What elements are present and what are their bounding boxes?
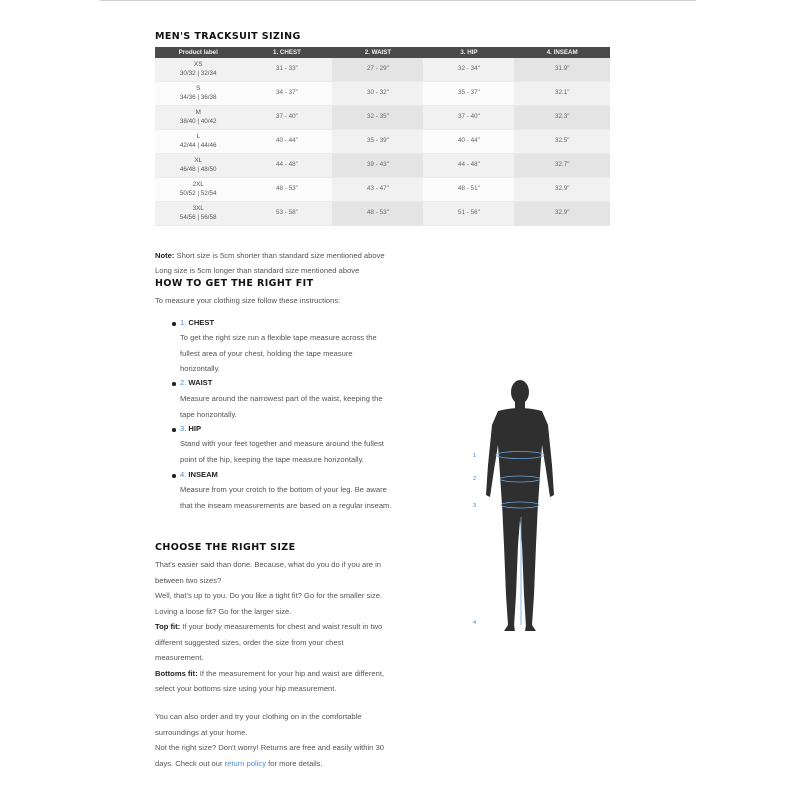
text-line (155, 666, 384, 682)
size-eu: 34/36 | 36/38 (179, 93, 217, 101)
instruction-name: CHEST (188, 318, 215, 327)
waist-cell: 27 - 29" (332, 58, 423, 82)
hip-cell: 32 - 34" (423, 58, 514, 82)
col-header: Product label (155, 47, 241, 58)
size-name: XS (194, 61, 203, 68)
waist-cell: 35 - 39" (332, 130, 423, 154)
inseam-cell: 31.9" (514, 58, 610, 82)
instruction-hip-text (180, 436, 384, 467)
text-span: for more details. (266, 758, 323, 768)
figure-label: 4 (473, 620, 477, 626)
bullet (172, 322, 176, 326)
chest-cell: 40 - 44" (241, 130, 332, 154)
note-line-2: Long size is 5cm longer than standard size mentioned above (155, 266, 360, 275)
inseam-cell: 32.9" (514, 202, 610, 226)
table-header-row (155, 47, 610, 58)
size-name: M (195, 109, 201, 116)
figure-label: 2 (473, 476, 477, 482)
waist-cell: 48 - 53" (332, 202, 423, 226)
size-name: 2XL (192, 181, 204, 188)
top-divider (100, 0, 696, 1)
size-eu: 42/44 | 44/46 (179, 141, 217, 149)
hip-cell: 51 - 56" (423, 202, 514, 226)
chest-cell: 34 - 37" (241, 82, 332, 106)
table-row (155, 154, 610, 178)
note-line-1 (155, 251, 385, 261)
instruction-chest-title (180, 318, 214, 327)
size-eu: 46/48 | 48/50 (179, 165, 217, 173)
waist-cell: 43 - 47" (332, 178, 423, 202)
text-line: that the inseam measurements are based on a regular inseam. (180, 500, 392, 510)
size-label-cell (155, 106, 241, 130)
table-row (155, 58, 610, 82)
sizing-title: MEN'S TRACKSUIT SIZING (155, 31, 301, 42)
text-line: horizontally. (180, 364, 220, 373)
table-row (155, 202, 610, 226)
instruction-hip-title (180, 424, 201, 433)
waist-cell: 30 - 32" (332, 82, 423, 106)
text-span: If your body measurements for chest and waist result in two (180, 622, 383, 631)
table-row (155, 82, 610, 106)
instruction-number: 3. (180, 424, 187, 433)
fit-intro: To measure your clothing size follow these instructions: (155, 296, 341, 305)
text-line: fullest area of your chest, holding the tape measure (180, 348, 353, 358)
size-table (155, 47, 610, 226)
note-text: Short size is 5cm shorter than standard size mentioned above (174, 251, 385, 260)
inseam-cell: 32.1" (514, 82, 610, 106)
text-line (155, 756, 384, 772)
chest-cell: 37 - 40" (241, 106, 332, 130)
size-label-cell (155, 130, 241, 154)
text-line: measurement. (155, 653, 204, 662)
text-line: between two sizes? (155, 575, 222, 585)
text-span: days. Check out our (155, 758, 225, 768)
text-line: tape horizontally. (180, 409, 237, 419)
text-line: Stand with your feet together and measure around the fullest (180, 439, 384, 448)
instruction-waist-title (180, 378, 212, 387)
instruction-name: HIP (188, 424, 202, 433)
text-line: surroundings at your home. (155, 727, 248, 737)
size-label-cell (155, 58, 241, 82)
instruction-waist-text (180, 391, 383, 422)
waist-cell: 32 - 35" (332, 106, 423, 130)
chest-cell: 53 - 58" (241, 202, 332, 226)
text-line: That's easier said than done. Because, what do you do if you are in (155, 560, 382, 569)
text-line: You can also order and try your clothing on in the comfortable (155, 712, 362, 721)
figure-label: 1 (473, 453, 477, 459)
chest-cell: 31 - 33" (241, 58, 332, 82)
bullet (172, 474, 176, 478)
text-line: point of the hip, keeping the tape measure horizontally. (180, 454, 364, 464)
hip-cell: 37 - 40" (423, 106, 514, 130)
size-name: XL (194, 157, 203, 164)
size-name: L (196, 133, 200, 140)
hip-cell: 48 - 51" (423, 178, 514, 202)
choose-title: CHOOSE THE RIGHT SIZE (155, 542, 296, 553)
return-policy-link[interactable]: return policy (224, 758, 267, 768)
instruction-number: 4. (180, 470, 187, 479)
choose-paragraph-2 (155, 709, 384, 771)
col-header: 1. CHEST (241, 47, 332, 58)
size-label-cell (155, 154, 241, 178)
col-header: 4. INSEAM (514, 47, 610, 58)
size-label-cell (155, 82, 241, 106)
chest-cell: 44 - 48" (241, 154, 332, 178)
size-label-cell (155, 178, 241, 202)
table-row (155, 106, 610, 130)
text-line: select your bottoms size using your hip measurement. (155, 684, 337, 693)
text-line: Well, that's up to you. Do you like a tight fit? Go for the smaller size. (155, 591, 383, 600)
note-label: Note: (155, 251, 175, 260)
text-line (155, 619, 384, 635)
col-header: 3. HIP (423, 47, 514, 58)
text-span: If the measurement for your hip and waist are different, (197, 668, 385, 678)
bullet (172, 382, 176, 386)
text-line: To get the right size run a flexible tape measure across the (180, 333, 377, 342)
instruction-number: 1. (180, 318, 187, 327)
size-name: 3XL (192, 205, 204, 212)
choose-paragraph-1 (155, 557, 384, 697)
inseam-cell: 32.5" (514, 130, 610, 154)
hip-cell: 40 - 44" (423, 130, 514, 154)
table-row (155, 178, 610, 202)
size-eu: 54/56 | 56/58 (179, 213, 217, 221)
instruction-inseam-title (180, 470, 218, 479)
instruction-name: WAIST (188, 378, 213, 387)
text-line: Loving a loose fit? Go for the larger size. (155, 606, 292, 616)
hip-cell: 35 - 37" (423, 82, 514, 106)
inseam-cell: 32.3" (514, 106, 610, 130)
measurement-figure (468, 375, 568, 635)
instruction-inseam-text (180, 482, 391, 513)
size-eu: 38/40 | 40/42 (179, 117, 217, 125)
chest-cell: 48 - 53" (241, 178, 332, 202)
figure-label: 3 (473, 503, 477, 509)
size-name: S (196, 85, 201, 92)
text-line: Measure from your crotch to the bottom of your leg. Be aware (180, 485, 387, 494)
fit-title: HOW TO GET THE RIGHT FIT (155, 278, 314, 289)
bullet (172, 428, 176, 432)
table-row (155, 130, 610, 154)
waist-cell: 39 - 43" (332, 154, 423, 178)
hip-cell: 44 - 48" (423, 154, 514, 178)
text-line: different suggested sizes, order the size from your chest (155, 637, 344, 647)
size-eu: 50/52 | 52/54 (179, 189, 217, 197)
size-eu: 30/32 | 32/34 (179, 69, 217, 77)
instruction-number: 2. (180, 378, 187, 387)
bottoms-label: Bottoms fit: (155, 668, 198, 678)
topfit-label: Top fit: (155, 622, 181, 631)
text-line: Not the right size? Don't worry! Returns are free and easily within 30 (155, 743, 384, 752)
text-line: Measure around the narrowest part of the waist, keeping the (180, 394, 383, 403)
body-silhouette (468, 375, 568, 635)
instruction-name: INSEAM (188, 470, 218, 479)
instruction-chest-text (180, 330, 377, 377)
inseam-cell: 32.9" (514, 178, 610, 202)
size-label-cell (155, 202, 241, 226)
col-header: 2. WAIST (332, 47, 423, 58)
inseam-cell: 32.7" (514, 154, 610, 178)
